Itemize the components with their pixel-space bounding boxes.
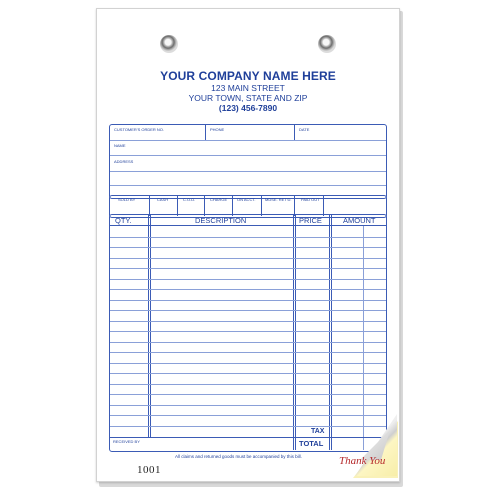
order-no-label: CUSTOMER'S ORDER NO.	[114, 127, 165, 132]
item-row-line	[110, 310, 386, 311]
punch-hole-right	[318, 35, 336, 53]
qty-column-line	[148, 215, 149, 437]
item-row-line	[110, 415, 386, 416]
item-row-line	[110, 426, 386, 427]
sale-option-divider	[177, 196, 178, 216]
received-by-label: RECEIVED BY	[113, 439, 140, 444]
sale-option-divider	[323, 196, 324, 216]
item-row-line	[110, 321, 386, 322]
company-street: 123 MAIN STREET	[211, 83, 285, 93]
received-by-line	[110, 437, 294, 438]
item-row-line	[110, 279, 386, 280]
item-row-line	[110, 258, 386, 259]
total-label: TOTAL	[299, 439, 324, 448]
cents-column-line	[363, 226, 364, 450]
item-row-line	[110, 363, 386, 364]
paid-out-label: PAID OUT	[301, 197, 320, 202]
item-row-line	[110, 384, 386, 385]
customer-row-line	[110, 185, 386, 186]
address-label: ADDRESS	[114, 159, 134, 164]
item-row-line	[110, 237, 386, 238]
item-row-line	[110, 289, 386, 290]
on-acct-label: ON ACCT.	[237, 197, 256, 202]
date-label: DATE	[299, 127, 310, 132]
sale-option-divider	[261, 196, 262, 216]
form-number: 1001	[137, 464, 161, 476]
amount-header: AMOUNT	[343, 216, 376, 225]
sold-by-label: SOLD BY	[118, 197, 136, 202]
customer-info-box	[109, 124, 387, 199]
company-phone: (123) 456-7890	[218, 103, 278, 113]
item-row-line	[110, 331, 386, 332]
description-header: DESCRIPTION	[195, 216, 247, 225]
phone-label: PHONE	[210, 127, 225, 132]
claims-notice: All claims and returned goods must be accompanied by this bill.	[175, 454, 302, 459]
company-city: YOUR TOWN, STATE AND ZIP	[188, 93, 308, 103]
item-row-line	[110, 342, 386, 343]
tax-line	[294, 437, 385, 438]
item-row-line	[110, 300, 386, 301]
name-label: NAME	[114, 143, 126, 148]
cash-label: CASH	[157, 197, 169, 202]
table-header-line	[110, 225, 386, 226]
item-row-line	[110, 394, 386, 395]
punch-hole-left	[160, 35, 178, 53]
company-header	[97, 69, 399, 113]
company-name: YOUR COMPANY NAME HERE	[160, 69, 336, 83]
qty-column-line	[150, 215, 151, 437]
sale-option-divider	[149, 196, 150, 216]
item-row-line	[110, 247, 386, 248]
order-phone-divider	[205, 125, 206, 140]
cod-label: C.O.D.	[183, 197, 196, 202]
thank-you-text: Thank You	[339, 455, 386, 467]
item-row-line	[110, 405, 386, 406]
charge-label: CHARGE	[210, 197, 228, 202]
customer-row-line	[110, 171, 386, 172]
sale-option-divider	[204, 196, 205, 216]
price-header: PRICE	[299, 216, 322, 225]
sales-form	[96, 8, 400, 482]
mdse-retd-label: MDSE. RET'D.	[265, 197, 292, 202]
sale-option-divider	[294, 196, 295, 216]
qty-header: QTY.	[115, 216, 132, 225]
tax-label: TAX	[311, 428, 325, 435]
item-row-line	[110, 268, 386, 269]
sale-option-divider	[232, 196, 233, 216]
customer-row-line	[110, 155, 386, 156]
phone-date-divider	[294, 125, 295, 140]
customer-row-line	[110, 140, 386, 141]
item-row-line	[110, 352, 386, 353]
item-row-line	[110, 373, 386, 374]
